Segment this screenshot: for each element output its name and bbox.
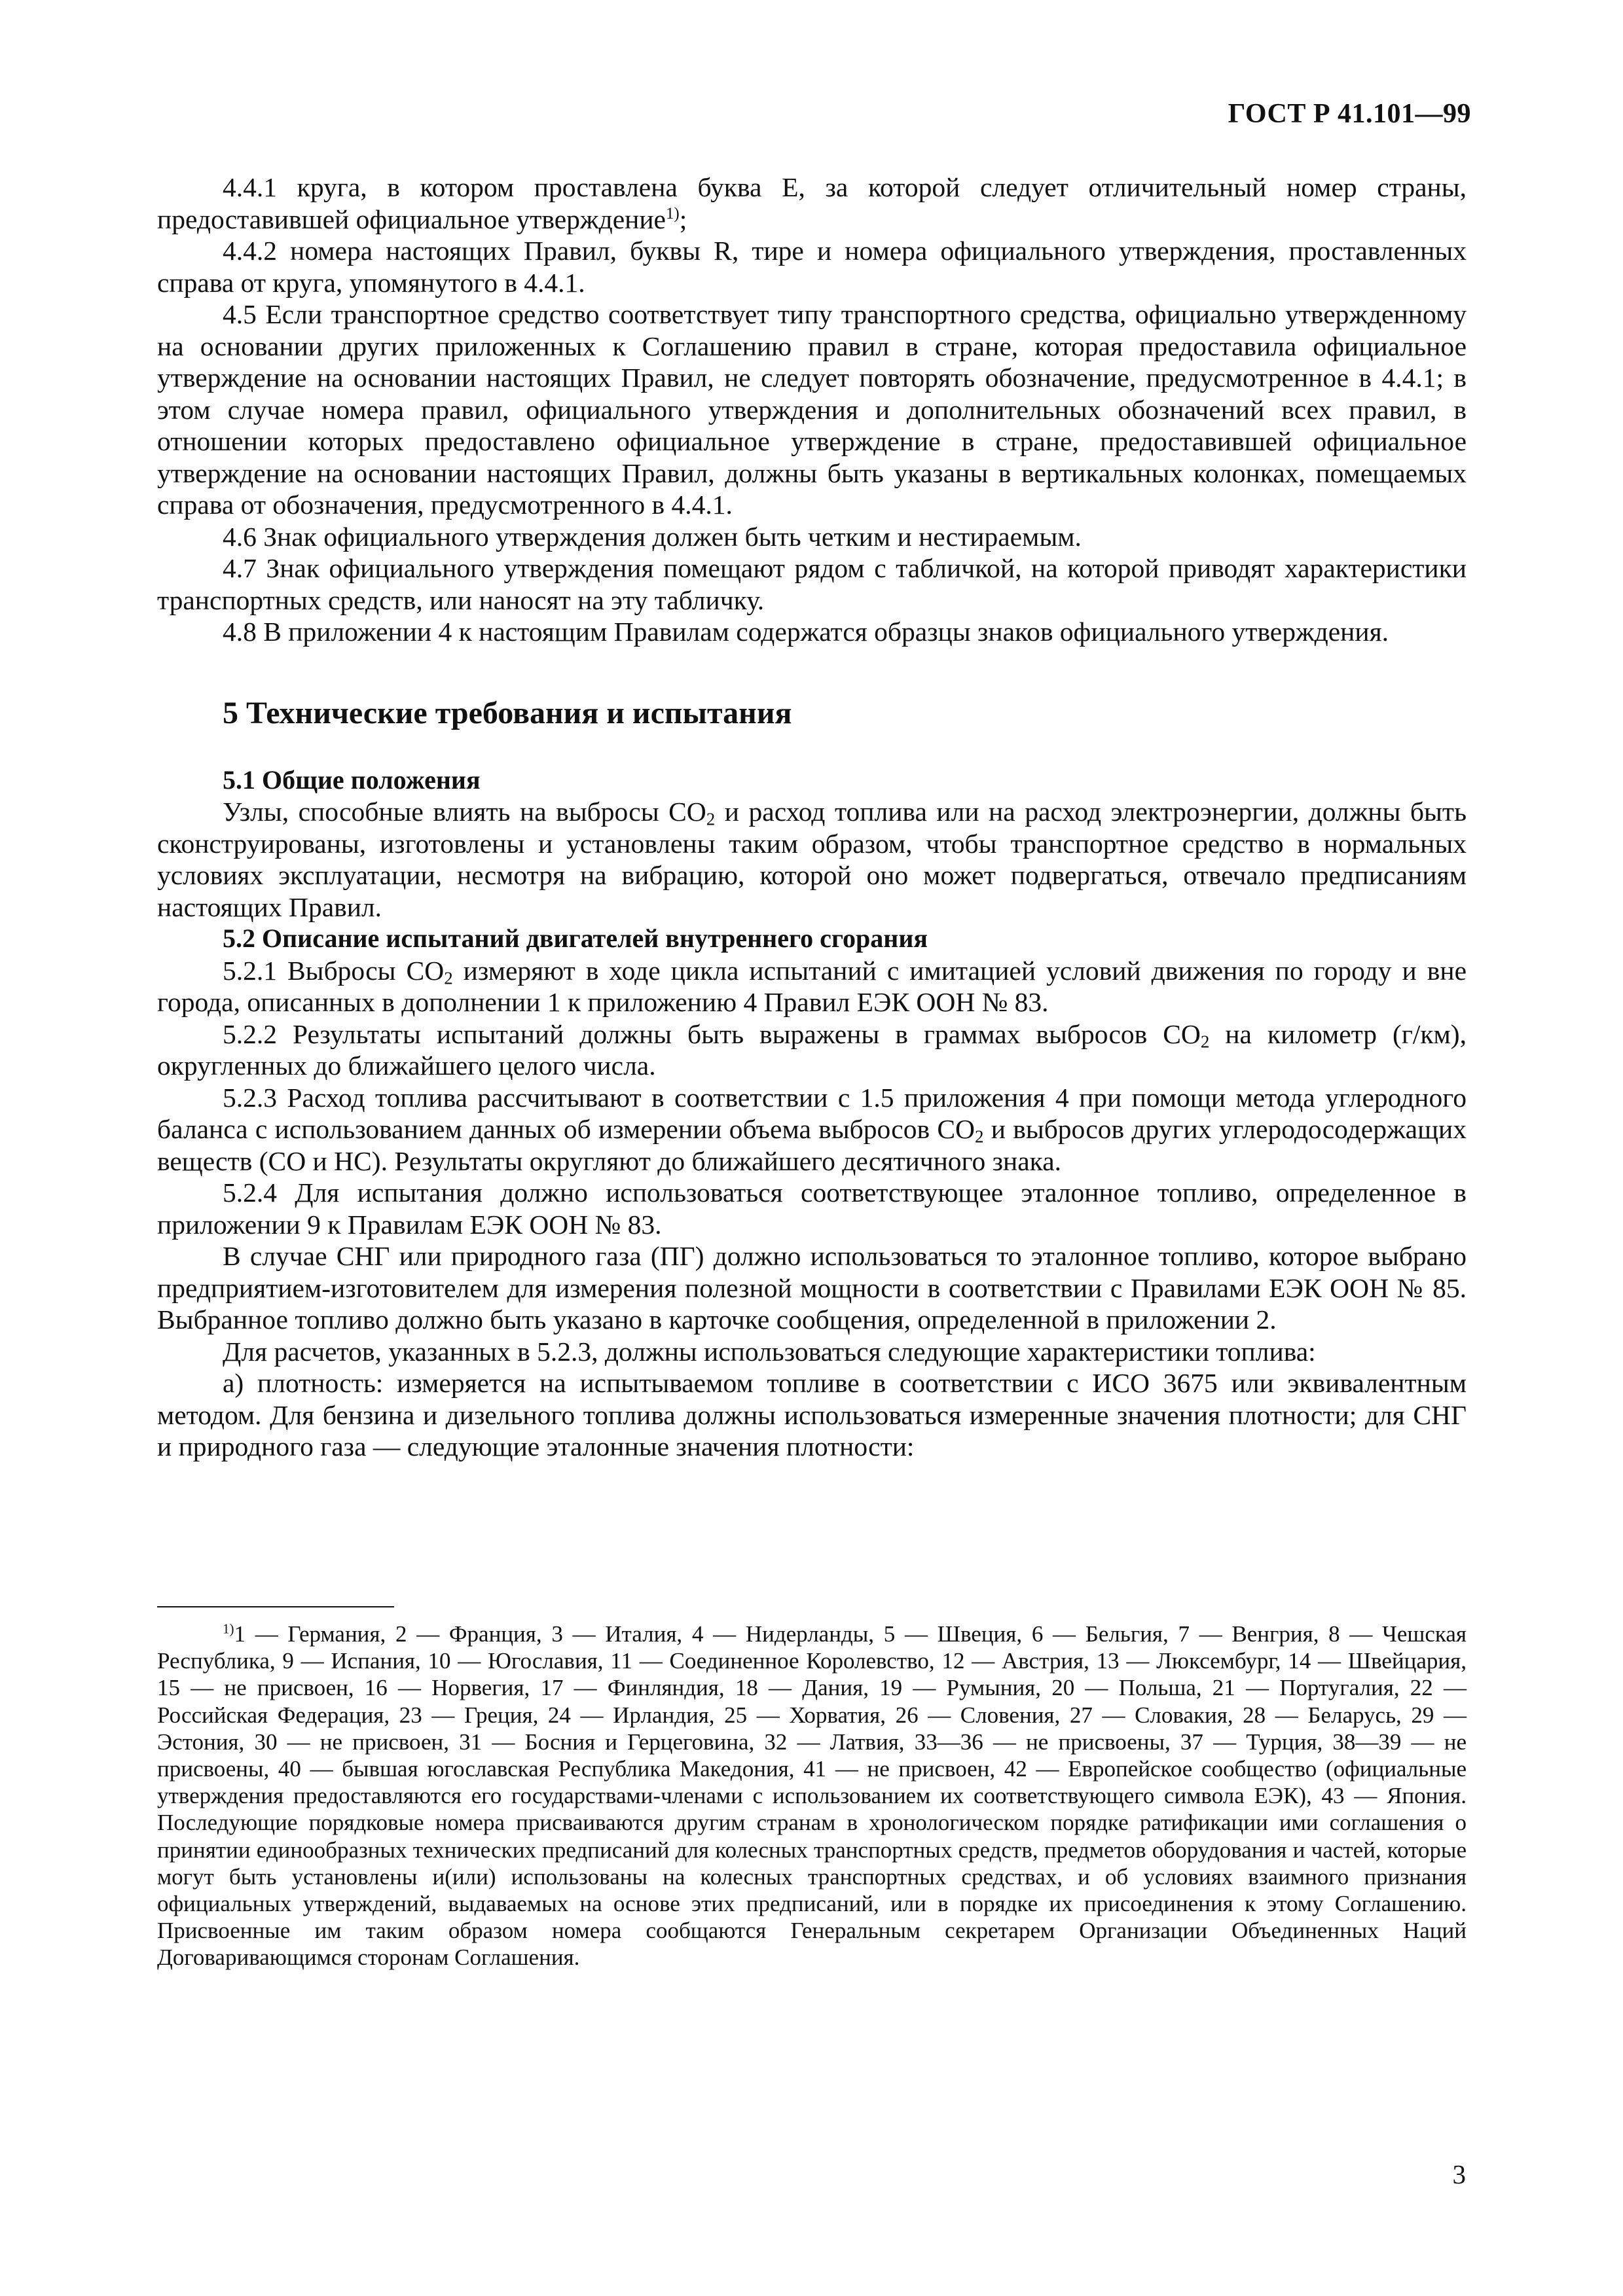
paragraph-5-2-2 [157, 1018, 1467, 1082]
paragraph-5-2-2-rest: на километр (г/км), округленных до ближайшего целого числа. [157, 1018, 1467, 1081]
paragraph-5-1-rest: и расход топлива или на расход электроэнергии, должны быть сконструированы, изготовлены и установлены таким образом, чтобы транспортное средство в нормальных условиях эксплуатации, несмотря на вибрацию, которой оно может подвергаться, отвечало предписаниям настоящих Правил. [157, 797, 1467, 922]
subscript-2: 2 [974, 1126, 984, 1147]
paragraph-4-4-1 [157, 171, 1467, 235]
page-number: 3 [1452, 2159, 1466, 2189]
paragraph-5-2-3-text: 5.2.3 Расход топлива рассчитывают в соответствии с 1.5 приложения 4 при помощи метода углеродного баланса с использованием данных об измерении объема выбросов CO [157, 1082, 1467, 1144]
paragraph-4-7: 4.7 Знак официального утверждения помещают рядом с табличкой, на которой приводят характеристики транспортных средств, или наносят на эту табличку. [157, 553, 1467, 615]
paragraph-5-2-1-rest: измеряют в ходе цикла испытаний с имитацией условий движения по городу и вне города, описанных в дополнении 1 к приложению 4 Правил ЕЭК ООН № 83. [157, 955, 1467, 1017]
section-5-title: 5 Технические требования и испытания [223, 695, 792, 730]
paragraph-4-5: 4.5 Если транспортное средство соответствует типу транспортного средства, официально утвержденному на основании других приложенных к Соглашению правил в стране, которая предоставила официальное утверждение на основании настоящих Правил, не следует повторять обозначение, предусмотренное в 4.4.1; в этом случае номера правил, официального утверждения и дополнительных обозначений всех правил, в отношении которых предоставлено официальное утверждение в стране, предоставившей официальное утверждение на основании настоящих Правил, должны быть указаны в вертикальных колонках, помещаемых справа от обозначения, предусмотренного в 4.4.1. [157, 299, 1467, 520]
subscript-2: 2 [706, 809, 716, 829]
paragraph-5-2-4: 5.2.4 Для испытания должно использоваться соответствующее эталонное топливо, определенное в приложении 9 к Правилам ЕЭК ООН № 83. [157, 1177, 1467, 1240]
footnote-ref[interactable]: 1) [665, 204, 680, 223]
subsection-5-2-heading: 5.2 Описание испытаний двигателей внутреннего сгорания [223, 924, 928, 953]
standard-header: ГОСТ Р 41.101—99 [1228, 99, 1471, 129]
paragraph-calculations: Для расчетов, указанных в 5.2.3, должны использоваться следующие характеристики топлива: [223, 1336, 1316, 1367]
paragraph-5-1 [157, 796, 1467, 923]
footnote-separator [157, 1606, 394, 1607]
footnote-text: 1 — Германия, 2 — Франция, 3 — Италия, 4 — Нидерланды, 5 — Швеция, 6 — Бельгия, 7 — Венгрия, 8 — Чешская Республика, 9 — Испания, 10 — Югославия, 11 — Соединенное Королевство, 12 — Австрия, 13 — Люксембург, 14 — Швейцария, 15 — не присвоен, 16 — Норвегия, 17 — Финляндия, 18 — Дания, 19 — Румыния, 20 — Польша, 21 — Португалия, 22 — Российская Федерация, 23 — Греция, 24 — Ирландия, 25 — Хорватия, 26 — Словения, 27 — Словакия, 28 — Беларусь, 29 — Эстония, 30 — не присвоен, 31 — Босния и Герцеговина, 32 — Латвия, 33—36 — не присвоены, 37 — Турция, 38—39 — не присвоены, 40 — бывшая югославская Республика Македония, 41 — не присвоен, 42 — Европейское сообщество (официальные утверждения предоставляются его государствами-членами с использованием их соответствующего символа ЕЭК), 43 — Япония. Последующие порядковые номера присваиваются другим странам в хронологическом порядке ратификации ими соглашения о принятии единообразных технических предписаний для колесных транспортных средств, предметов оборудования и частей, которые могут быть установлены и(или) использованы на колесных транспортных средствах, и об условиях взаимного признания официальных утверждений, выдаваемых на основе этих предписаний, или в порядке их присоединения к этому Соглашению. Присвоенные им таким образом номера сообщаются Генеральным секретарем Организации Объединенных Наций Договаривающимся сторонам Соглашения. [157, 1621, 1467, 1971]
subsection-5-1-heading: 5.1 Общие положения [223, 764, 481, 795]
subscript-2: 2 [444, 968, 453, 988]
paragraph-4-6: 4.6 Знак официального утверждения должен быть четким и нестираемым. [223, 521, 1082, 552]
paragraph-4-4-2: 4.4.2 номера настоящих Правил, буквы R, тире и номера официального утверждения, проставленных справа от круга, упомянутого в 4.4.1. [157, 236, 1467, 298]
paragraph-5-2-3 [157, 1082, 1467, 1177]
paragraph-5-1-text: Узлы, способные влиять на выбросы CO [223, 797, 706, 827]
footnote [157, 1621, 1467, 1971]
paragraph-lpg-fuel: В случае СНГ или природного газа (ПГ) должно использоваться то эталонное топливо, которое выбрано предприятием-изготовителем для измерения полезной мощности в соответствии с Правилами ЕЭК ООН № 85. Выбранное топливо должно быть указано в карточке сообщения, определенной в приложении 2. [157, 1241, 1467, 1335]
paragraph-density: а) плотность: измеряется на испытываемом топливе в соответствии с ИСО 3675 или эквивалентным методом. Для бензина и дизельного топлива должны использоваться измеренные значения плотности; для СНГ и природного газа — следующие эталонные значения плотности: [157, 1368, 1467, 1462]
footnote-marker: 1) [223, 1621, 234, 1637]
subscript-2: 2 [1200, 1031, 1210, 1052]
paragraph-5-2-2-text: 5.2.2 Результаты испытаний должны быть выражены в граммах выбросов CO [223, 1018, 1201, 1049]
paragraph-5-2-3-rest: и выбросов других углеродосодержащих веществ (CO и HC). Результаты округляют до ближайшего десятичного знака. [157, 1114, 1467, 1176]
paragraph-4-8: 4.8 В приложении 4 к настоящим Правилам содержатся образцы знаков официального утверждения. [223, 617, 1389, 647]
document-body [157, 171, 1467, 1463]
paragraph-4-4-1-text: 4.4.1 круга, в котором проставлена буква E, за которой следует отличительный номер страны, предоставившей официальное утверждение [157, 172, 1467, 234]
paragraph-5-2-1-text: 5.2.1 Выбросы CO [223, 955, 445, 986]
paragraph-5-2-1 [157, 955, 1467, 1018]
paragraph-4-4-1-end: ; [679, 204, 687, 234]
